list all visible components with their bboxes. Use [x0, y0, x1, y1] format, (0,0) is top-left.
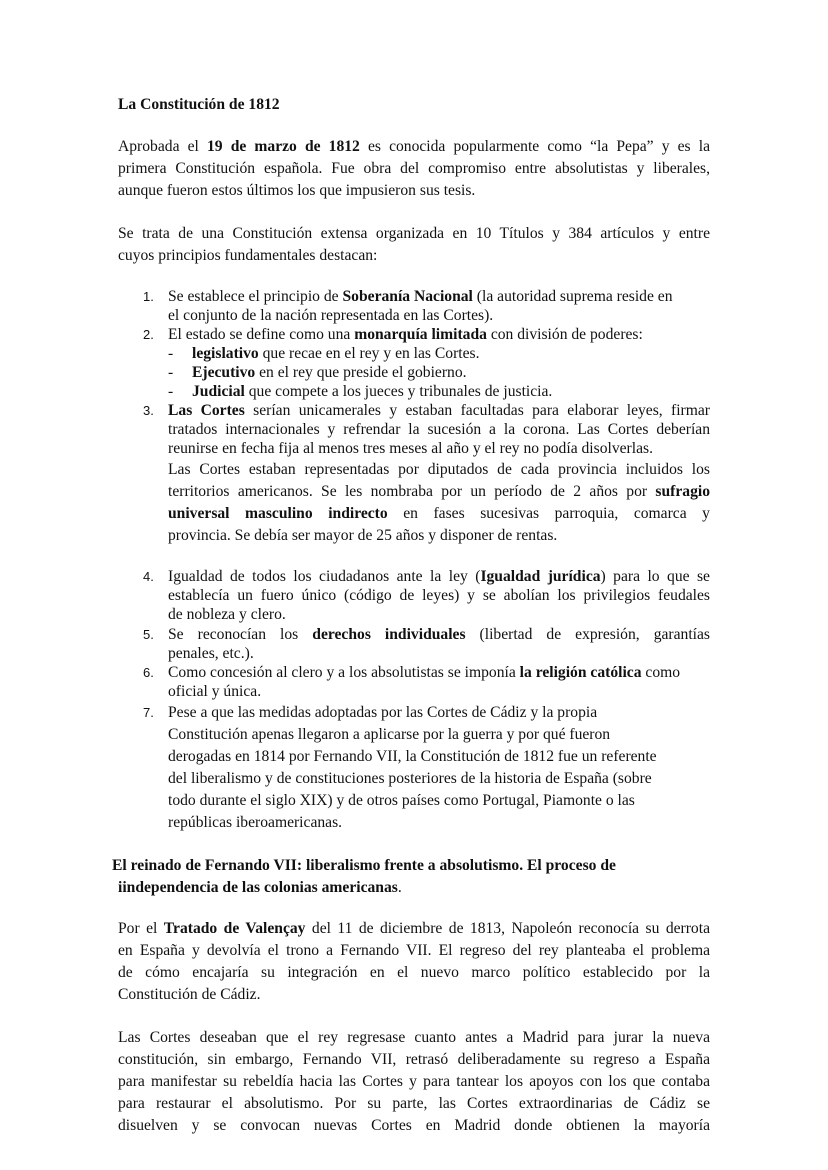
list-item-line: provincia. Se debía ser mayor de 25 años y disponer de rentas.	[168, 527, 558, 544]
paragraph-line: para manifestar su rebeldía hacia las Cortes y para tantear los apoyos con los que contaba	[118, 1073, 710, 1090]
list-item-line: El estado se define como una monarquía limitada con división de poderes:	[168, 326, 643, 343]
paragraph-line: Las Cortes deseaban que el rey regresase cuanto antes a Madrid para jurar la nueva	[118, 1029, 710, 1046]
list-item-line: universal masculino indirecto en fases sucesivas parroquia, comarca y	[168, 505, 710, 522]
paragraph-line: cuyos principios fundamentales destacan:	[118, 247, 378, 264]
paragraph-line: Constitución de Cádiz.	[118, 986, 261, 1003]
list-item-line: Como concesión al clero y a los absolutistas se imponía la religión católica como	[168, 664, 681, 681]
sub-item-line: legislativo que recae en el rey y en las Cortes.	[192, 345, 480, 362]
list-number: 3.	[143, 403, 154, 418]
list-item-line: penales, etc.).	[168, 645, 254, 662]
paragraph-line: en España y devolvía el trono a Fernando VII. El regreso del rey planteaba el problema	[118, 942, 710, 959]
list-item-line: el conjunto de la nación representada en las Cortes).	[168, 307, 494, 324]
paragraph-line: para restaurar el absolutismo. Por su parte, las Cortes extraordinarias de Cádiz se	[118, 1095, 710, 1112]
list-item-line: Las Cortes serían unicamerales y estaban facultadas para elaborar leyes, firmar	[168, 402, 710, 419]
sub-item-line: Judicial que compete a los jueces y tribunales de justicia.	[192, 383, 553, 400]
sub-bullet-dash: -	[168, 383, 174, 400]
sub-item-line: Ejecutivo en el rey que preside el gobierno.	[192, 364, 467, 381]
list-item-line: Las Cortes estaban representadas por diputados de cada provincia incluidos los	[168, 461, 710, 478]
list-item-line: todo durante el siglo XIX) y de otros países como Portugal, Piamonte o las	[168, 792, 635, 809]
list-item-line: Pese a que las medidas adoptadas por las Cortes de Cádiz y la propia	[168, 704, 598, 721]
list-item-line: Se establece el principio de Soberanía Nacional (la autoridad suprema reside en	[168, 288, 673, 305]
section-title-fernando-vii-line2: iindependencia de las colonias americanas.	[118, 879, 402, 896]
section-title-fernando-vii: El reinado de Fernando VII: liberalismo frente a absolutismo. El proceso de	[112, 857, 616, 874]
list-item-line: repúblicas iberoamericanas.	[168, 814, 343, 831]
list-number: 1.	[143, 289, 154, 304]
section-title-constitution-1812: La Constitución de 1812	[118, 96, 280, 113]
sub-bullet-dash: -	[168, 364, 174, 381]
paragraph-line: aunque fueron estos últimos los que impusieron sus tesis.	[118, 182, 476, 199]
list-number: 5.	[143, 627, 154, 642]
list-item-line: reunirse en fecha fija al menos tres meses al año y el rey no podía disolverlas.	[168, 440, 653, 457]
list-item-line: Igualdad de todos los ciudadanos ante la ley (Igualdad jurídica) para lo que se	[168, 568, 710, 585]
paragraph-line: primera Constitución española. Fue obra del compromiso entre absolutistas y liberales,	[118, 160, 710, 177]
list-number: 2.	[143, 327, 154, 342]
list-item-line: establecía un fuero único (código de leyes) y se abolían los privilegios feudales	[168, 587, 710, 604]
paragraph-line: constitución, sin embargo, Fernando VII, retrasó deliberadamente su regreso a España	[118, 1051, 710, 1068]
paragraph-line: Se trata de una Constitución extensa organizada en 10 Títulos y 384 artículos y entre	[118, 225, 710, 242]
list-number: 6.	[143, 665, 154, 680]
list-item-line: del liberalismo y de constituciones posteriores de la historia de España (sobre	[168, 770, 652, 787]
list-item-line: oficial y única.	[168, 683, 262, 700]
list-item-line: Se reconocían los derechos individuales (libertad de expresión, garantías	[168, 626, 710, 643]
list-item-line: derogadas en 1814 por Fernando VII, la Constitución de 1812 fue un referente	[168, 748, 657, 765]
paragraph-line: Por el Tratado de Valençay del 11 de diciembre de 1813, Napoleón reconocía su derrota	[118, 920, 710, 937]
list-item-line: de nobleza y clero.	[168, 606, 286, 623]
list-item-line: territorios americanos. Se les nombraba por un período de 2 años por sufragio	[168, 483, 710, 500]
list-number: 4.	[143, 569, 154, 584]
sub-bullet-dash: -	[168, 345, 174, 362]
list-number: 7.	[143, 705, 154, 720]
list-item-line: tratados internacionales y refrendar la sucesión a la corona. Las Cortes deberían	[168, 421, 710, 438]
paragraph-line: de cómo encajaría su integración en el nuevo marco político establecido por la	[118, 964, 710, 981]
paragraph-line: Aprobada el 19 de marzo de 1812 es conocida popularmente como “la Pepa” y es la	[118, 138, 710, 155]
list-item-line: Constitución apenas llegaron a aplicarse por la guerra y por qué fueron	[168, 726, 611, 743]
paragraph-line: disuelven y se convocan nuevas Cortes en Madrid donde obtienen la mayoría	[118, 1117, 710, 1134]
